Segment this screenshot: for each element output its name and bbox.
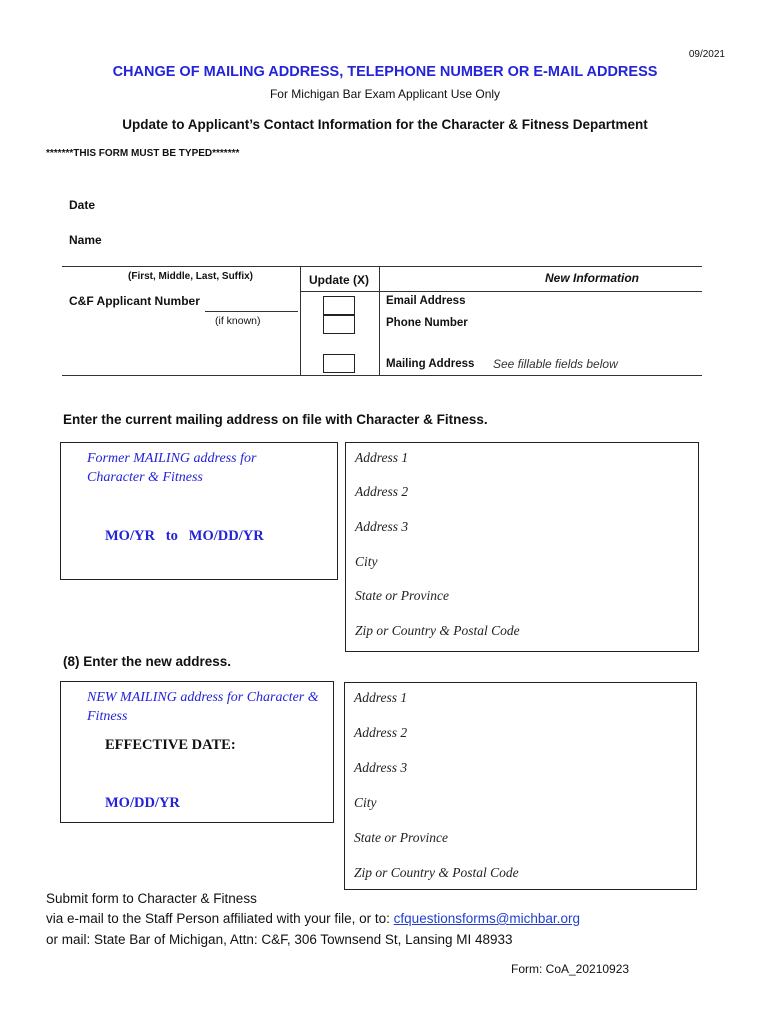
email-input[interactable]	[480, 294, 704, 312]
new-city-field[interactable]: City	[354, 795, 377, 810]
mailing-update-checkbox[interactable]	[323, 354, 355, 373]
new-info-header: New Information	[545, 271, 640, 285]
update-header-underline	[300, 291, 702, 292]
name-input[interactable]	[110, 229, 704, 249]
email-update-checkbox[interactable]	[323, 296, 355, 315]
current-zip-field[interactable]: Zip or Country & Postal Code	[355, 623, 520, 638]
former-address-box[interactable]	[60, 442, 338, 580]
new-address2-field[interactable]: Address 2	[354, 725, 408, 740]
name-hint: (First, Middle, Last, Suffix)	[128, 271, 254, 282]
date-label: Date	[69, 198, 96, 212]
current-address3-field[interactable]: Address 3	[355, 519, 409, 534]
name-underline	[62, 266, 702, 267]
phone-update-checkbox[interactable]	[323, 315, 355, 334]
cf-number-label: C&F Applicant Number	[69, 294, 200, 308]
update-col-right-border	[379, 266, 380, 376]
effective-date-label: EFFECTIVE DATE:	[105, 737, 236, 753]
former-address-label: Former MAILING address for Character & Fitness	[87, 451, 257, 485]
mailing-row-note: See fillable fields below	[493, 357, 618, 371]
former-date-range: MO/YR to MO/DD/YR	[105, 528, 264, 544]
update-table-bottom	[62, 375, 702, 376]
phone-row-label: Phone Number	[386, 317, 468, 329]
current-city-field[interactable]: City	[355, 554, 378, 569]
phone-input[interactable]	[480, 316, 704, 334]
name-label: Name	[69, 233, 102, 247]
current-address-instruction: Enter the current mailing address on file with Character & Fitness.	[63, 412, 488, 427]
revision-date: 09/2021	[688, 49, 725, 60]
typed-notice: *******THIS FORM MUST BE TYPED*******	[46, 148, 240, 159]
section-title: Update to Applicant’s Contact Information for the Character & Fitness Department	[122, 117, 648, 132]
date-input[interactable]	[110, 194, 394, 214]
footer-line2	[46, 911, 580, 926]
current-address-fields	[345, 442, 699, 652]
new-address3-field[interactable]: Address 3	[354, 760, 408, 775]
footer-line2-prefix: via e-mail to the Staff Person affiliated with your file, or to:	[46, 911, 394, 926]
new-address-instruction: (8) Enter the new address.	[63, 654, 232, 669]
form-title: CHANGE OF MAILING ADDRESS, TELEPHONE NUMBER OR E-MAIL ADDRESS	[112, 64, 658, 80]
update-col-left-border	[300, 266, 301, 376]
current-address2-field[interactable]: Address 2	[355, 484, 409, 499]
footer-line1: Submit form to Character & Fitness	[46, 891, 257, 906]
new-address-label: NEW MAILING address for Character & Fitness	[87, 690, 319, 724]
new-address-fields	[344, 682, 697, 890]
current-address1-field[interactable]: Address 1	[355, 450, 409, 465]
email-row-label: Email Address	[386, 295, 466, 307]
mailing-row-label: Mailing Address	[386, 358, 475, 370]
footer-line3: or mail: State Bar of Michigan, Attn: C&F, 306 Townsend St, Lansing MI 48933	[46, 932, 513, 947]
new-state-field[interactable]: State or Province	[354, 830, 448, 845]
new-address1-field[interactable]: Address 1	[354, 690, 408, 705]
new-address-box[interactable]	[60, 681, 334, 823]
new-zip-field[interactable]: Zip or Country & Postal Code	[354, 865, 519, 880]
form-subtitle: For Michigan Bar Exam Applicant Use Only	[269, 87, 501, 101]
current-state-field[interactable]: State or Province	[355, 588, 449, 603]
update-header: Update (X)	[309, 273, 369, 287]
email-link[interactable]: cfquestionsforms@michbar.org	[393, 911, 580, 926]
form-id: Form: CoA_20210923	[511, 962, 630, 976]
cf-number-input[interactable]	[205, 293, 302, 312]
new-date-format: MO/DD/YR	[105, 795, 180, 811]
cf-number-hint: (if known)	[215, 315, 261, 327]
